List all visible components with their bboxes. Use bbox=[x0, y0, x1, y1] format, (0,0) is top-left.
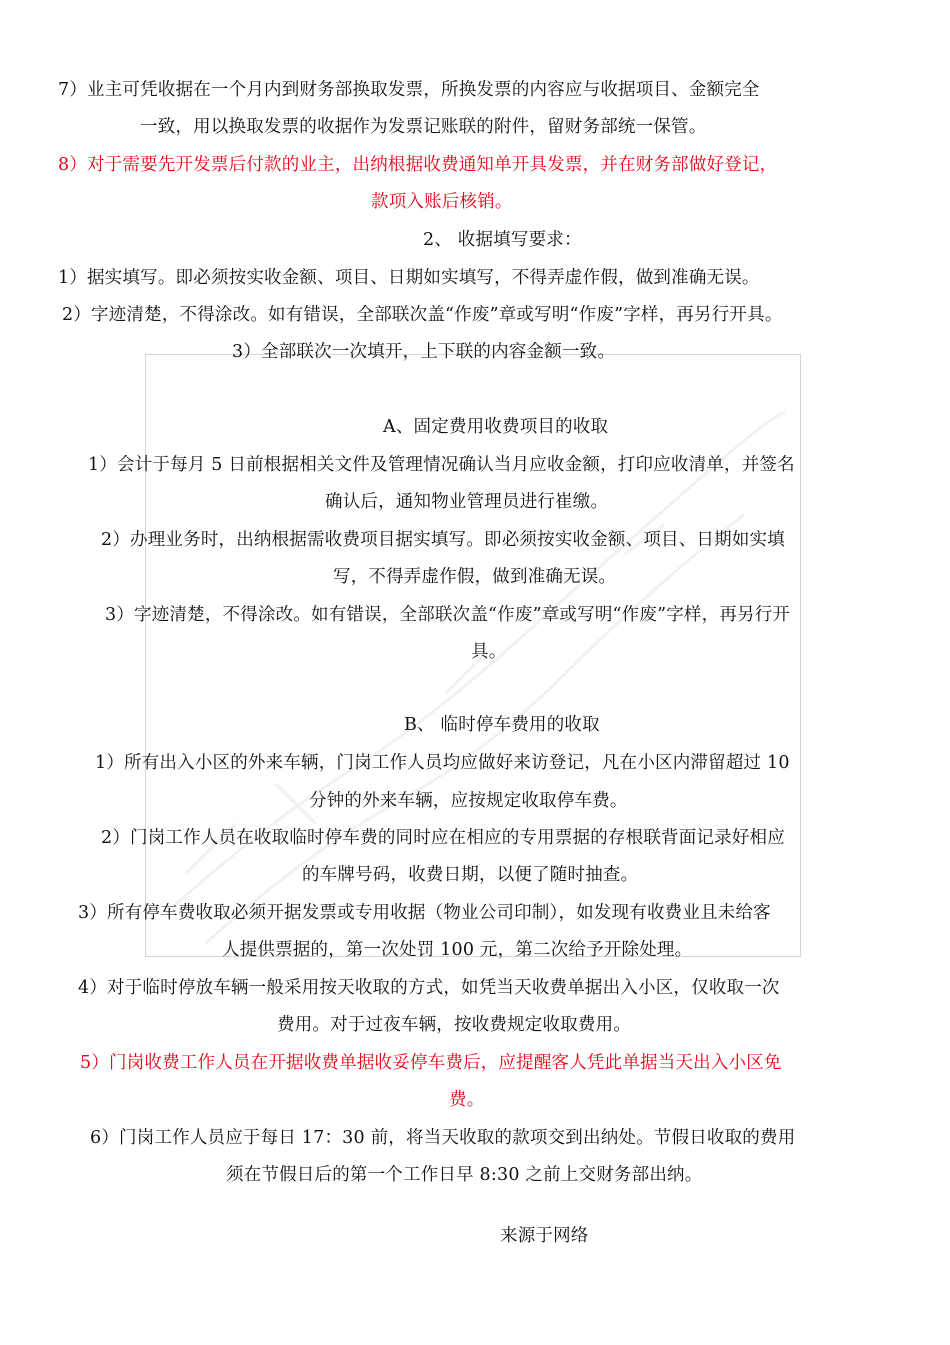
a2-line-2: 写，不得弄虚作假，做到准确无误。 bbox=[333, 567, 617, 587]
b1-line-2: 分钟的外来车辆，应按规定收取停车费。 bbox=[309, 791, 628, 811]
b4-line-1: 4）对于临时停放车辆一般采用按天收取的方式，如凭当天收费单据出入小区，仅收取一次 bbox=[78, 978, 780, 998]
source-note: 来源于网络 bbox=[500, 1226, 589, 1246]
section-a-heading: A、固定费用收费项目的收取 bbox=[383, 417, 609, 437]
b4-line-2: 费用。对于过夜车辆，按收费规定收取费用。 bbox=[277, 1015, 631, 1035]
p8-line-1: 8）对于需要先开发票后付款的业主，出纳根据收费通知单开具发票，并在财务部做好登记， bbox=[58, 155, 778, 175]
a1-line-2: 确认后，通知物业管理员进行崔缴。 bbox=[325, 492, 609, 512]
b5-line-2: 费。 bbox=[449, 1090, 485, 1110]
b3-line-2: 人提供票据的，第一次处罚 100 元，第二次给予开除处理。 bbox=[222, 940, 693, 960]
section-2-item-2: 2）字迹清楚，不得涂改。如有错误，全部联次盖“作废”章或写明“作废”字样，再另行开具。 bbox=[62, 305, 783, 325]
section-2-heading: 2、 收据填写要求： bbox=[423, 230, 582, 250]
a1-line-1: 1）会计于每月 5 日前根据相关文件及管理情况确认当月应收金额，打印应收清单，并签名 bbox=[88, 455, 795, 475]
b2-line-2: 的车牌号码，收费日期，以便了随时抽查。 bbox=[302, 865, 639, 885]
b5-line-1: 5）门岗收费工作人员在开据收费单据收妥停车费后，应提醒客人凭此单据当天出入小区免 bbox=[80, 1053, 782, 1073]
p7-line-1: 7）业主可凭收据在一个月内到财务部换取发票，所换发票的内容应与收据项目、金额完全 bbox=[58, 80, 760, 100]
b2-line-1: 2）门岗工作人员在收取临时停车费的同时应在相应的专用票据的存根联背面记录好相应 bbox=[101, 828, 785, 848]
a3-line-1: 3）字迹清楚，不得涂改。如有错误，全部联次盖“作废”章或写明“作废”字样，再另行开 bbox=[105, 605, 791, 625]
p7-line-2: 一致，用以换取发票的收据作为发票记账联的附件，留财务部统一保管。 bbox=[140, 117, 707, 137]
b6-line-2: 须在节假日后的第一个工作日早 8:30 之前上交财务部出纳。 bbox=[226, 1165, 703, 1185]
section-2-item-3: 3）全部联次一次填开，上下联的内容金额一致。 bbox=[232, 342, 616, 362]
a2-line-1: 2）办理业务时，出纳根据需收费项目据实填写。即必须按实收金额、项目、日期如实填 bbox=[101, 530, 785, 550]
b3-line-1: 3）所有停车费收取必须开据发票或专用收据（物业公司印制），如发现有收费业且未给客 bbox=[78, 903, 771, 923]
section-b-heading: B、 临时停车费用的收取 bbox=[404, 715, 600, 735]
p8-line-2: 款项入账后核销。 bbox=[371, 192, 513, 212]
b1-line-1: 1）所有出入小区的外来车辆，门岗工作人员均应做好来访登记，凡在小区内滞留超过 10 bbox=[95, 753, 790, 773]
b6-line-1: 6）门岗工作人员应于每日 17：30 前，将当天收取的款项交到出纳处。节假日收取的费用 bbox=[90, 1128, 796, 1148]
a3-line-2: 具。 bbox=[471, 642, 507, 662]
section-2-item-1: 1）据实填写。即必须按实收金额、项目、日期如实填写，不得弄虚作假，做到准确无误。 bbox=[58, 268, 760, 288]
